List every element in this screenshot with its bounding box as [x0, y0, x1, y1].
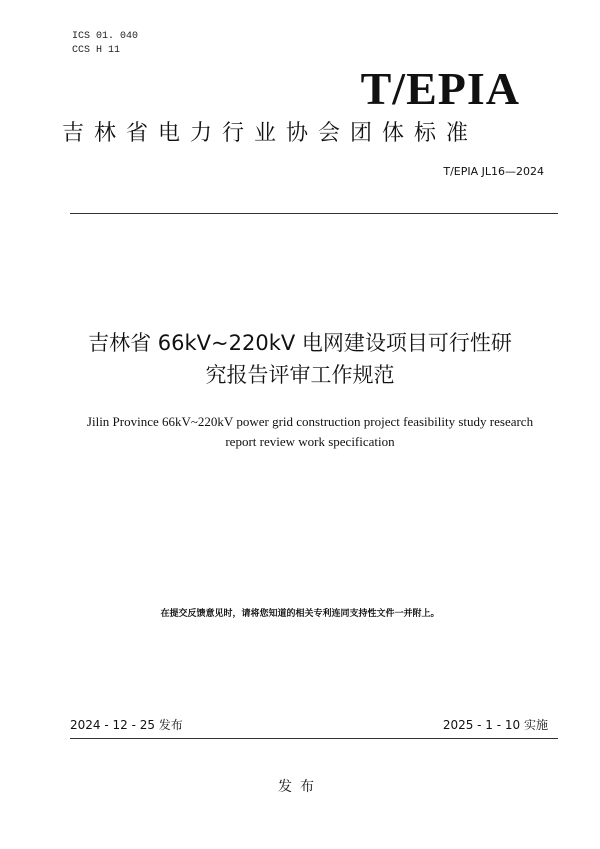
- title-en-line1: Jilin Province 66kV~220kV power grid construction project feasibility study research: [86, 414, 534, 429]
- title-cn-line1: 吉林省 66kV~220kV 电网建设项目可行性研: [88, 331, 512, 355]
- standard-code: T/EPIA JL16—2024: [443, 165, 544, 178]
- document-title-en: [60, 412, 560, 452]
- footer-divider: [70, 738, 558, 739]
- patent-notice: 在提交反馈意见时，请将您知道的相关专利连同支持性文件一并附上。: [160, 609, 440, 619]
- title-en-line2: report review work specification: [225, 434, 395, 449]
- header-divider: [70, 213, 558, 214]
- implementation-date: 2025 - 1 - 10 实施: [442, 718, 548, 732]
- document-title-cn: [60, 327, 540, 391]
- publish-date: 2024 - 12 - 25 发布: [70, 718, 183, 732]
- title-cn-line2: 究报告评审工作规范: [205, 363, 395, 387]
- classification-codes: [72, 30, 138, 58]
- ics-code: ICS 01. 040: [72, 31, 139, 42]
- issuer-label: 发布: [278, 779, 322, 795]
- ccs-code: CCS H 11: [72, 45, 121, 56]
- brand-logo-text: T/EPIA: [360, 63, 520, 114]
- organization-name: 吉林省电力行业协会团体标准: [62, 121, 479, 146]
